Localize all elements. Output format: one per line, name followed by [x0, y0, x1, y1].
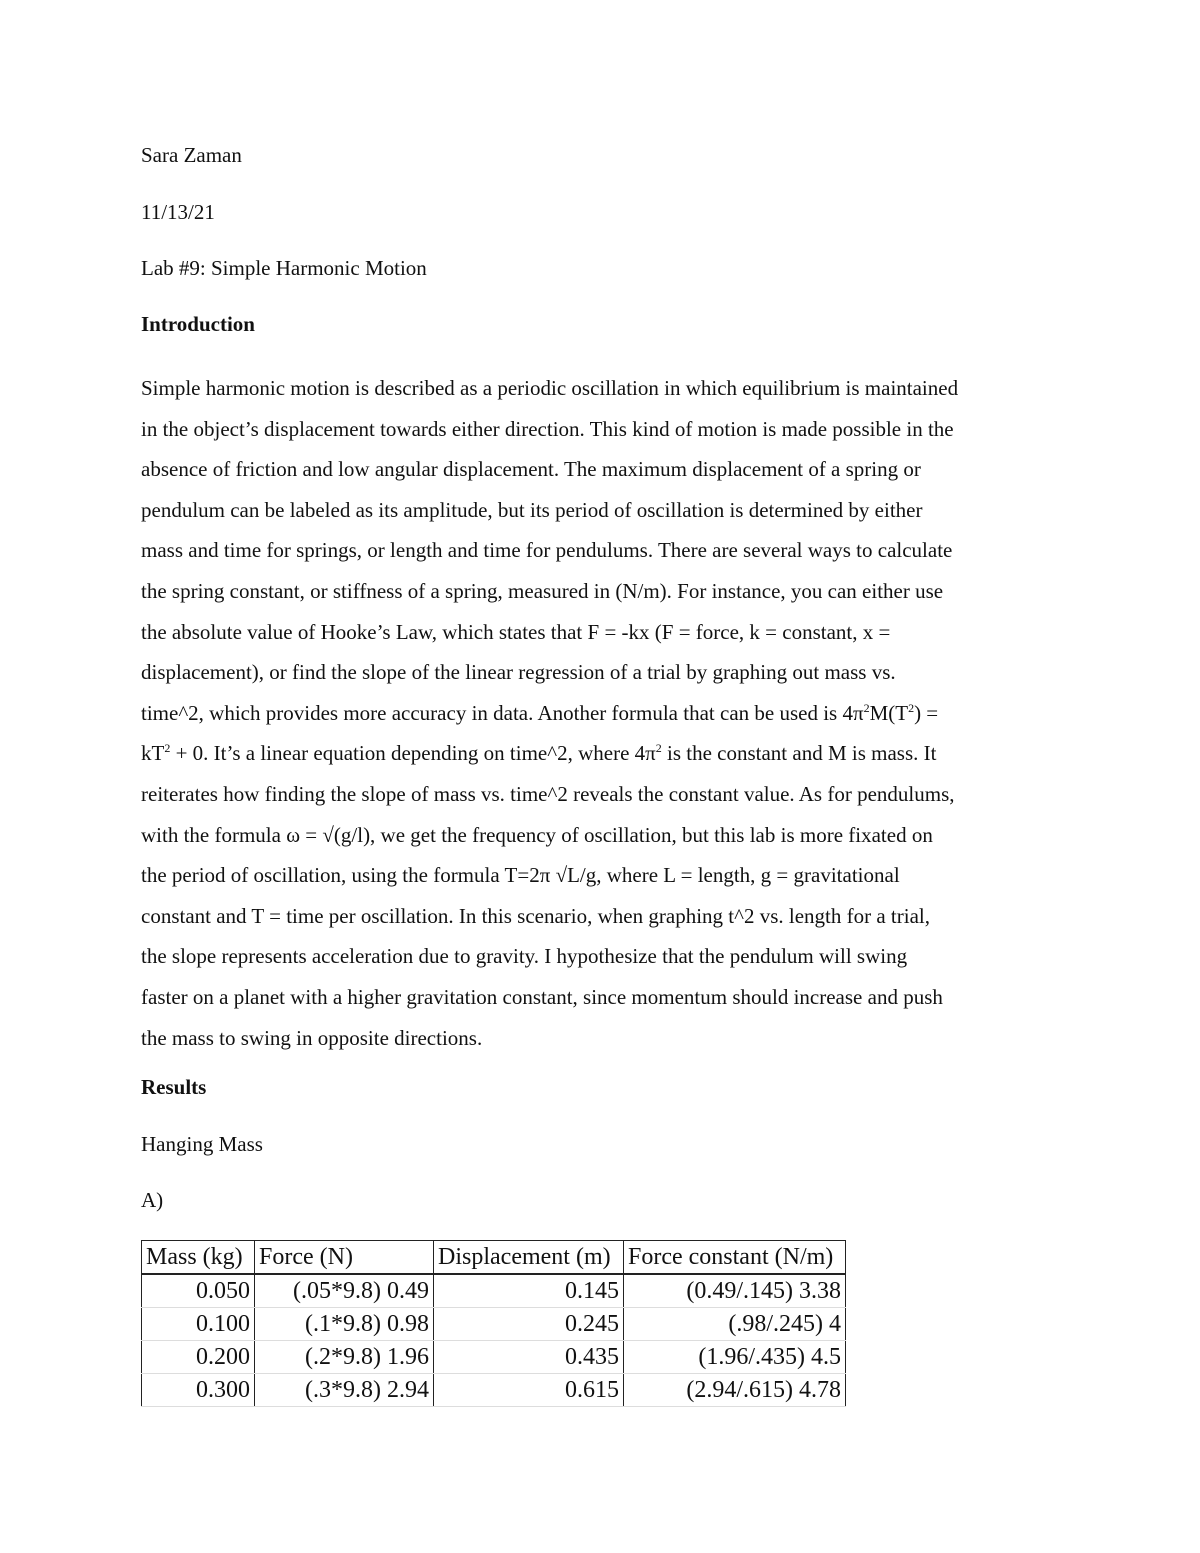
table-cell: 0.050: [142, 1274, 255, 1308]
table-cell: (.05*9.8) 0.49: [255, 1274, 434, 1308]
table-cell: (0.49/.145) 3.38: [624, 1274, 846, 1308]
superscript: 2: [164, 741, 171, 756]
formula-text: ) =: [914, 700, 939, 725]
table-cell: (.1*9.8) 0.98: [255, 1308, 434, 1341]
table-cell: (1.96/.435) 4.5: [624, 1341, 846, 1374]
paragraph-line: reiterates how finding the slope of mass vs. time^2 reveals the constant value. As for pendulums,: [141, 781, 955, 806]
table-cell: (.3*9.8) 2.94: [255, 1374, 434, 1407]
paragraph-line: mass and time for springs, or length and time for pendulums. There are several ways to calculate: [141, 538, 953, 563]
table-row: [142, 1308, 846, 1341]
paragraph-line: in the object’s displacement towards either direction. This kind of motion is made possible in the: [141, 416, 954, 441]
table-row: [142, 1341, 846, 1374]
formula-text: is the constant and M is mass. It: [661, 741, 937, 766]
table-cell: 0.245: [434, 1308, 624, 1341]
paragraph-line: [141, 733, 1066, 774]
date: 11/13/21: [141, 200, 215, 224]
lab-title: Lab #9: Simple Harmonic Motion: [141, 256, 427, 280]
table-cell: 0.615: [434, 1374, 624, 1407]
paragraph-line: Simple harmonic motion is described as a periodic oscillation in which equilibrium is maintained: [141, 376, 959, 400]
table-cell: 0.100: [142, 1308, 255, 1341]
hanging-mass-subheading: Hanging Mass: [141, 1132, 263, 1156]
paragraph-line: pendulum can be labeled as its amplitude, but its period of oscillation is determined by either: [141, 497, 923, 522]
paragraph-line: the absolute value of Hooke’s Law, which states that F = -kx (F = force, k = constant, x =: [141, 619, 891, 644]
force-constant-table: [141, 1240, 846, 1407]
formula-text: + 0. It’s a linear equation depending on time^2, where 4π: [170, 741, 656, 766]
table-cell: 0.300: [142, 1374, 255, 1407]
table-row: [142, 1374, 846, 1407]
formula-text: kT: [141, 741, 165, 766]
table-cell: (.2*9.8) 1.96: [255, 1341, 434, 1374]
table-cell: 0.145: [434, 1274, 624, 1308]
table-cell: 0.200: [142, 1341, 255, 1374]
table-cell: (2.94/.615) 4.78: [624, 1374, 846, 1407]
paragraph-line: displacement), or find the slope of the linear regression of a trial by graphing out mass vs.: [141, 660, 896, 685]
formula-text: M(T: [869, 700, 909, 725]
paragraph-line: absence of friction and low angular displacement. The maximum displacement of a spring or: [141, 457, 921, 482]
column-header-displacement: Displacement (m): [434, 1241, 624, 1275]
column-header-force-constant: Force constant (N/m): [624, 1241, 846, 1275]
table-cell: 0.435: [434, 1341, 624, 1374]
column-header-force: Force (N): [255, 1241, 434, 1275]
paragraph-line: the mass to swing in opposite directions.: [141, 1025, 483, 1050]
introduction-heading: Introduction: [141, 312, 255, 336]
superscript: 2: [655, 741, 662, 756]
paragraph-line: [141, 693, 1066, 734]
table-header-row: [142, 1241, 846, 1275]
part-label: A): [141, 1188, 164, 1212]
introduction-paragraph: [141, 368, 1066, 1058]
paragraph-line: constant and T = time per oscillation. In this scenario, when graphing t^2 vs. length for a trial,: [141, 903, 930, 928]
column-header-mass: Mass (kg): [142, 1241, 255, 1275]
paragraph-line: faster on a planet with a higher gravitation constant, since momentum should increase and push: [141, 984, 943, 1009]
author-name: Sara Zaman: [141, 143, 242, 167]
paragraph-line: the slope represents acceleration due to gravity. I hypothesize that the pendulum will swing: [141, 944, 908, 969]
table-row: [142, 1274, 846, 1308]
superscript: 2: [863, 700, 870, 715]
table-cell: (.98/.245) 4: [624, 1308, 846, 1341]
results-heading: Results: [141, 1075, 207, 1099]
paragraph-line: with the formula ω = √(g/l), we get the frequency of oscillation, but this lab is more fixated on: [141, 822, 933, 847]
superscript: 2: [908, 700, 915, 715]
paragraph-line: the spring constant, or stiffness of a spring, measured in (N/m). For instance, you can either use: [141, 578, 944, 603]
paragraph-line: the period of oscillation, using the formula T=2π √L/g, where L = length, g = gravitational: [141, 863, 900, 888]
formula-text: time^2, which provides more accuracy in data. Another formula that can be used is 4π: [141, 700, 864, 725]
